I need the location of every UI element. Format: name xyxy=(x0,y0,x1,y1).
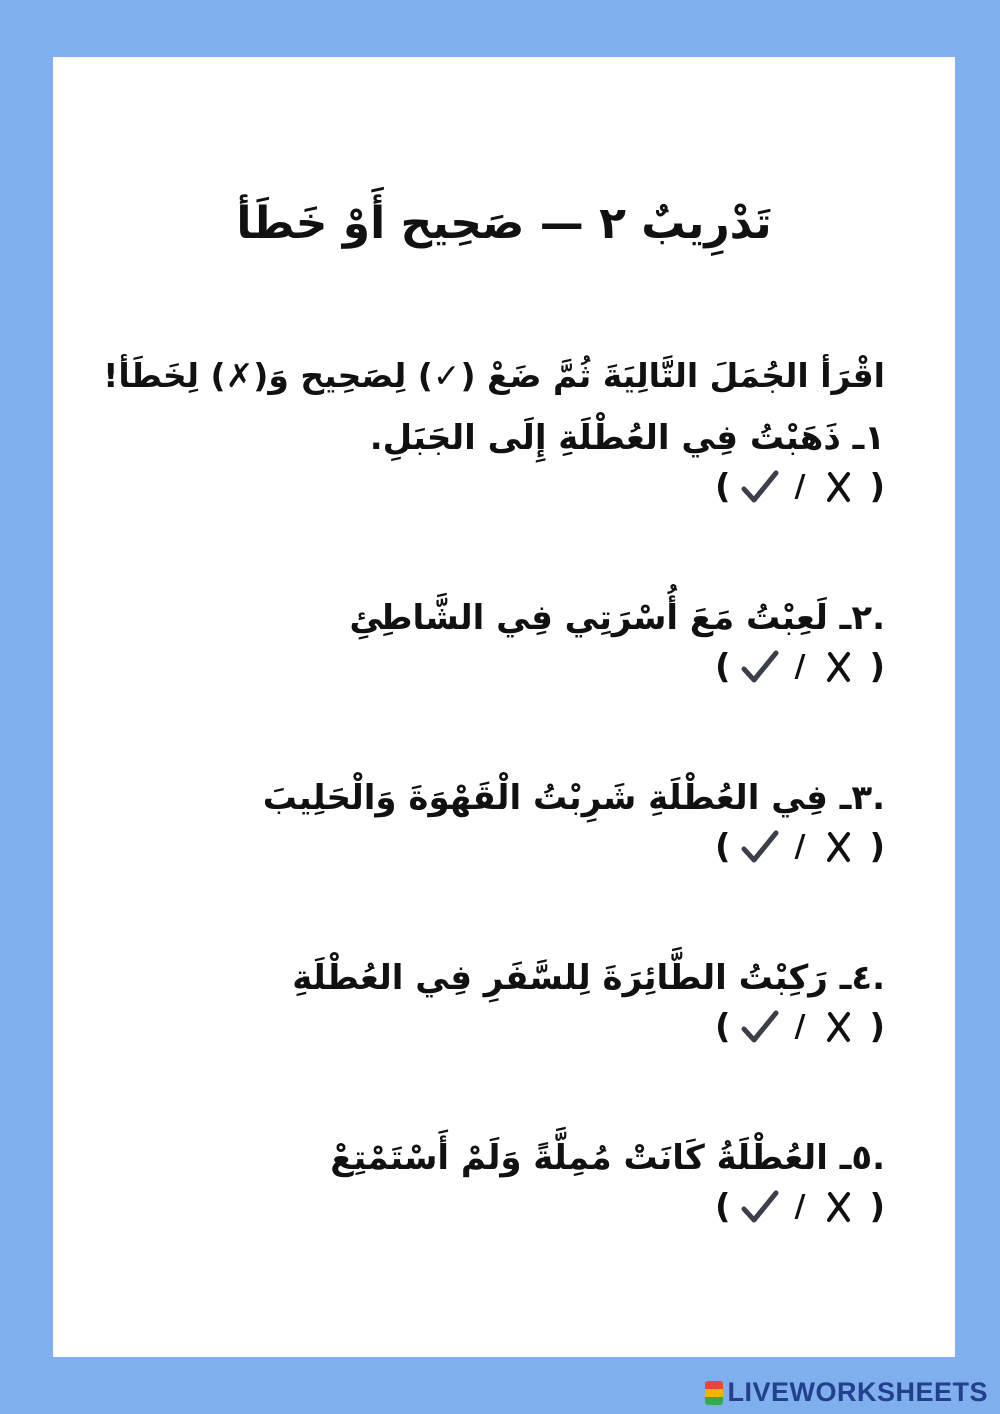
answer-separator: / xyxy=(794,469,806,504)
question-text: .٢ـ لَعِبْتُ مَعَ أُسْرَتِي فِي الشَّاطِئِ xyxy=(349,598,885,638)
check-mark-icon xyxy=(740,829,780,865)
close-paren: ) xyxy=(714,827,731,867)
question-item-5 xyxy=(113,1135,885,1229)
question-item-1 xyxy=(113,415,885,509)
open-paren: ( xyxy=(869,647,885,687)
instructions-text: اقْرَأ الجُمَلَ التَّالِيَةَ ثُمَّ ضَعْ (✓) لِصَحِيح وَ(✗) لِخَطَأ! xyxy=(103,356,885,395)
answer-options xyxy=(113,465,885,509)
check-mark-icon xyxy=(740,1009,780,1045)
cross-mark-icon xyxy=(824,1190,854,1224)
cross-mark-icon xyxy=(824,830,854,864)
open-paren: ( xyxy=(869,1187,885,1227)
question-item-4 xyxy=(113,955,885,1049)
open-paren: ( xyxy=(869,467,885,507)
check-mark-icon xyxy=(740,469,780,505)
wrong-choice-button[interactable] xyxy=(815,1187,863,1227)
worksheet-page xyxy=(53,57,955,1357)
wrong-choice-button[interactable] xyxy=(815,827,863,867)
close-paren: ) xyxy=(714,1007,731,1047)
close-paren: ) xyxy=(714,1187,731,1227)
answer-separator: / xyxy=(794,1009,806,1044)
wrong-choice-button[interactable] xyxy=(815,1007,863,1047)
wrong-choice-button[interactable] xyxy=(815,467,863,507)
question-item-3 xyxy=(113,775,885,869)
right-choice-button[interactable] xyxy=(736,647,784,687)
question-item-2 xyxy=(113,595,885,689)
wrong-choice-button[interactable] xyxy=(815,647,863,687)
answer-separator: / xyxy=(794,1189,806,1224)
question-text: .٤ـ رَكِبْتُ الطَّائِرَةَ لِلسَّفَرِ فِي العُطْلَةِ xyxy=(292,958,885,998)
answer-options xyxy=(113,645,885,689)
answer-options xyxy=(113,1005,885,1049)
close-paren: ) xyxy=(714,467,731,507)
open-paren: ( xyxy=(869,827,885,867)
cross-mark-icon xyxy=(824,470,854,504)
right-choice-button[interactable] xyxy=(736,1007,784,1047)
liveworksheets-badge-icon xyxy=(705,1381,723,1405)
right-choice-button[interactable] xyxy=(736,1187,784,1227)
close-paren: ) xyxy=(714,647,731,687)
answer-options xyxy=(113,1185,885,1229)
question-text: .٥ـ العُطْلَةُ كَانَتْ مُمِلَّةً وَلَمْ أَسْتَمْتِعْ xyxy=(330,1138,885,1178)
question-text: .٣ـ فِي العُطْلَةِ شَرِبْتُ الْقَهْوَةَ وَالْحَلِيبَ xyxy=(262,778,885,818)
check-mark-icon xyxy=(740,649,780,685)
check-mark-icon xyxy=(740,1189,780,1225)
answer-options xyxy=(113,825,885,869)
question-text: ١ـ ذَهَبْتُ فِي العُطْلَةِ إِلَى الجَبَلِ. xyxy=(369,418,885,458)
open-paren: ( xyxy=(869,1007,885,1047)
answer-separator: / xyxy=(794,829,806,864)
liveworksheets-logo xyxy=(705,1377,988,1408)
cross-mark-icon xyxy=(824,1010,854,1044)
brand-name: LIVEWORKSHEETS xyxy=(727,1377,988,1407)
right-choice-button[interactable] xyxy=(736,827,784,867)
cross-mark-icon xyxy=(824,650,854,684)
answer-separator: / xyxy=(794,649,806,684)
right-choice-button[interactable] xyxy=(736,467,784,507)
worksheet-title: تَدْرِيبٌ ٢ — صَحِيح أَوْ خَطَأ xyxy=(236,198,772,249)
